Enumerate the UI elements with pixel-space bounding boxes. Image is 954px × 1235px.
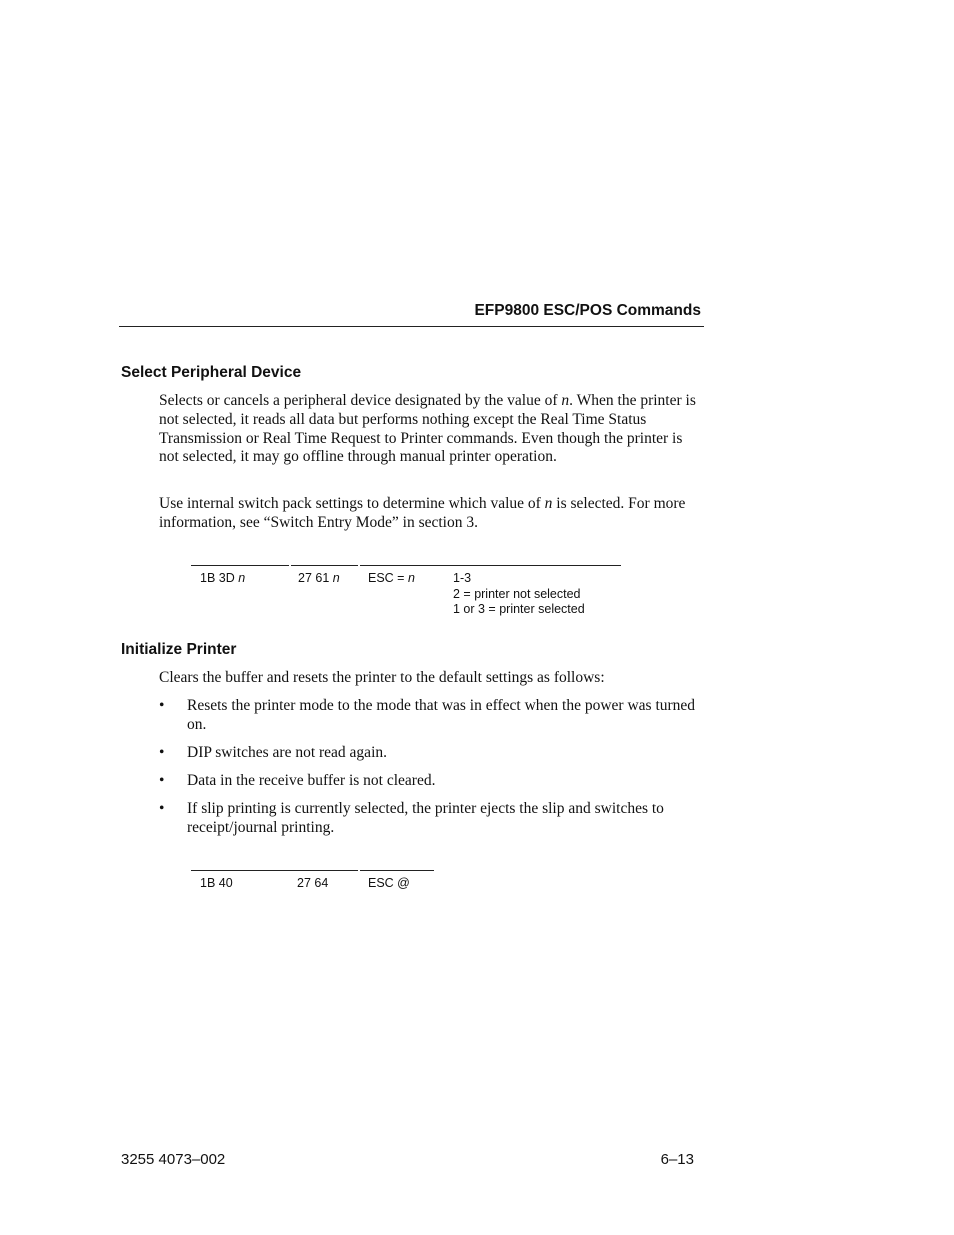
footer-document-number: 3255 4073–002 <box>121 1151 226 1168</box>
variable-n: n <box>238 571 246 585</box>
list-item <box>159 697 704 735</box>
bullet-icon: • <box>159 697 165 714</box>
variable-n: n <box>407 571 415 585</box>
bullet-list <box>159 697 704 847</box>
ascii-code: ESC = <box>368 571 408 585</box>
hex-code-cell: 1B 40 <box>200 876 233 890</box>
bullet-icon: • <box>159 743 165 761</box>
bullet-icon: • <box>159 772 165 790</box>
initialize-description-paragraph: Clears the buffer and resets the printer to the default settings as follows: <box>159 669 605 686</box>
range-line: 1 or 3 = printer selected <box>453 602 585 616</box>
footer-page-number: 6–13 <box>660 1151 694 1168</box>
variable-n: n <box>332 571 340 585</box>
hex-code-cell <box>200 571 245 587</box>
table-rule <box>191 870 358 871</box>
variable-n: n <box>544 495 553 512</box>
table-rule <box>360 565 621 566</box>
description-paragraph <box>159 392 704 467</box>
list-item <box>159 772 704 791</box>
table-rule <box>291 565 358 566</box>
list-item-text: DIP switches are not read again. <box>187 743 387 761</box>
running-header-title: EFP9800 ESC/POS Commands <box>474 302 701 319</box>
list-item <box>159 800 704 838</box>
switch-settings-paragraph <box>159 495 704 533</box>
list-item-text: If slip printing is currently selected, the printer ejects the slip and switches to receipt/journal printing. <box>187 800 664 837</box>
list-item-text: Resets the printer mode to the mode that was in effect when the power was turned on. <box>187 697 696 733</box>
section-heading-initialize-printer: Initialize Printer <box>121 641 237 658</box>
table-rule <box>191 565 289 566</box>
section-heading-select-peripheral-device: Select Peripheral Device <box>121 364 302 381</box>
decimal-code: 27 61 <box>298 571 333 585</box>
decimal-code-cell <box>298 571 340 587</box>
hex-code: 1B 3D <box>200 571 239 585</box>
header-rule <box>119 326 704 327</box>
paragraph-text: . When the printer is not selected, it reads all data but performs nothing except the Real Time Status Transmission or Real Time Request to Printer commands. Even though the printer is not selected, it may go offline through manual printer operation. <box>159 392 696 466</box>
variable-n: n <box>561 392 570 409</box>
paragraph-text: is selected. For more information, see “Switch Entry Mode” in section 3. <box>159 495 686 531</box>
range-line: 2 = printer not selected <box>453 586 581 601</box>
range-line: 1-3 <box>453 571 472 585</box>
list-item <box>159 744 704 763</box>
ascii-code-cell <box>368 571 415 587</box>
table-rule <box>360 870 434 871</box>
list-item-text: Data in the receive buffer is not cleared. <box>187 772 436 790</box>
bullet-icon: • <box>159 800 165 818</box>
paragraph-text: Selects or cancels a peripheral device designated by the value of <box>159 392 562 409</box>
range-cell <box>453 571 585 618</box>
decimal-code-cell: 27 64 <box>297 876 329 890</box>
paragraph-text: Use internal switch pack settings to determine which value of <box>159 495 545 512</box>
ascii-code-cell: ESC @ <box>368 876 410 890</box>
